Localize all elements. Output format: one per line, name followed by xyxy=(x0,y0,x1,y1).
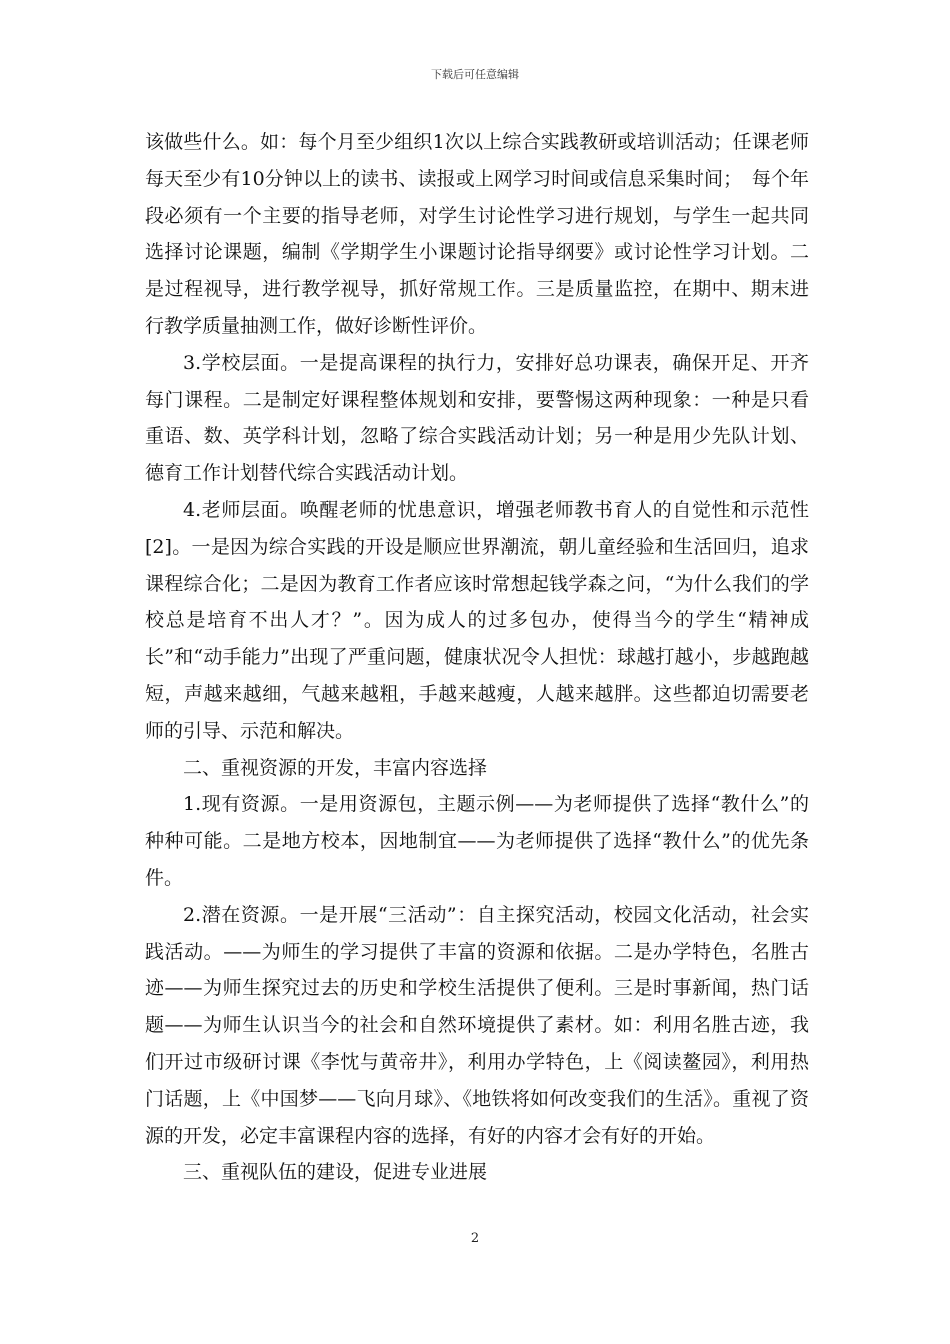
page-number: 2 xyxy=(470,1231,480,1246)
section-heading: 二、重视资源的开发，丰富内容选择 xyxy=(183,756,488,779)
document-body xyxy=(145,124,809,1191)
paragraph: 4.老师层面。唤醒老师的忧患意识，增强老师教书育人的自觉性和示范性[2]。一是因为综合实践的开设是顺应世界潮流，朝儿童经验和生活回归，追求课程综合化；二是因为教育工作者应该时常想起钱学森之问，“为什么我们的学校总是培育不出人才？”。因为成人的过多包办，使得当今的学生“精神成长”和“动手能力”出现了严重问题，健康状况令人担忧：球越打越小，步越跑越短，声越来越细，气越来越粗，手越来越瘦，人越来越胖。这些都迫切需要老师的引导、示范和解决。 xyxy=(145,498,809,742)
paragraph: 3.学校层面。一是提高课程的执行力，安排好总功课表，确保开足、开齐每门课程。二是制定好课程整体规划和安排，要警惕这两种现象：一种是只看重语、数、英学科计划，忽略了综合实践活动计划；另一种是用少先队计划、德育工作计划替代综合实践活动计划。 xyxy=(145,351,809,485)
paragraph: 2.潜在资源。一是开展“三活动”：自主探究活动，校园文化活动，社会实践活动。——为师生的学习提供了丰富的资源和依据。二是办学特色，名胜古迹——为师生探究过去的历史和学校生活提供了便利。三是时事新闻，热门话题——为师生认识当今的社会和自然环境提供了素材。如：利用名胜古迹，我们开过市级研讨课《李忱与黄帝井》，利用办学特色，上《阅读鳌园》，利用热门话题，上《中国梦——飞向月球》、《地铁将如何改变我们的生活》。重视了资源的开发，必定丰富课程内容的选择，有好的内容才会有好的开始。 xyxy=(145,903,809,1147)
section-heading: 三、重视队伍的建设，促进专业进展 xyxy=(183,1161,488,1184)
paragraph: 1.现有资源。一是用资源包，主题示例——为老师提供了选择“教什么”的种种可能。二是地方校本，因地制宜——为老师提供了选择“教什么”的优先条件。 xyxy=(145,793,809,889)
paragraph: 该做些什么。如：每个月至少组织1次以上综合实践教研或培训活动；任课老师每天至少有10分钟以上的读书、读报或上网学习时间或信息采集时间； 每个年段必须有一个主要的指导老师，对学生讨论性学习进行规划，与学生一起共同选择讨论课题，编制《学期学生小课题讨论指导纲要》或讨论性学习计划。二是过程视导，进行教学视导，抓好常规工作。三是质量监控，在期中、期末进行教学质量抽测工作，做好诊断性评价。 xyxy=(145,131,809,337)
page-header: 下载后可任意编辑 xyxy=(431,68,519,81)
